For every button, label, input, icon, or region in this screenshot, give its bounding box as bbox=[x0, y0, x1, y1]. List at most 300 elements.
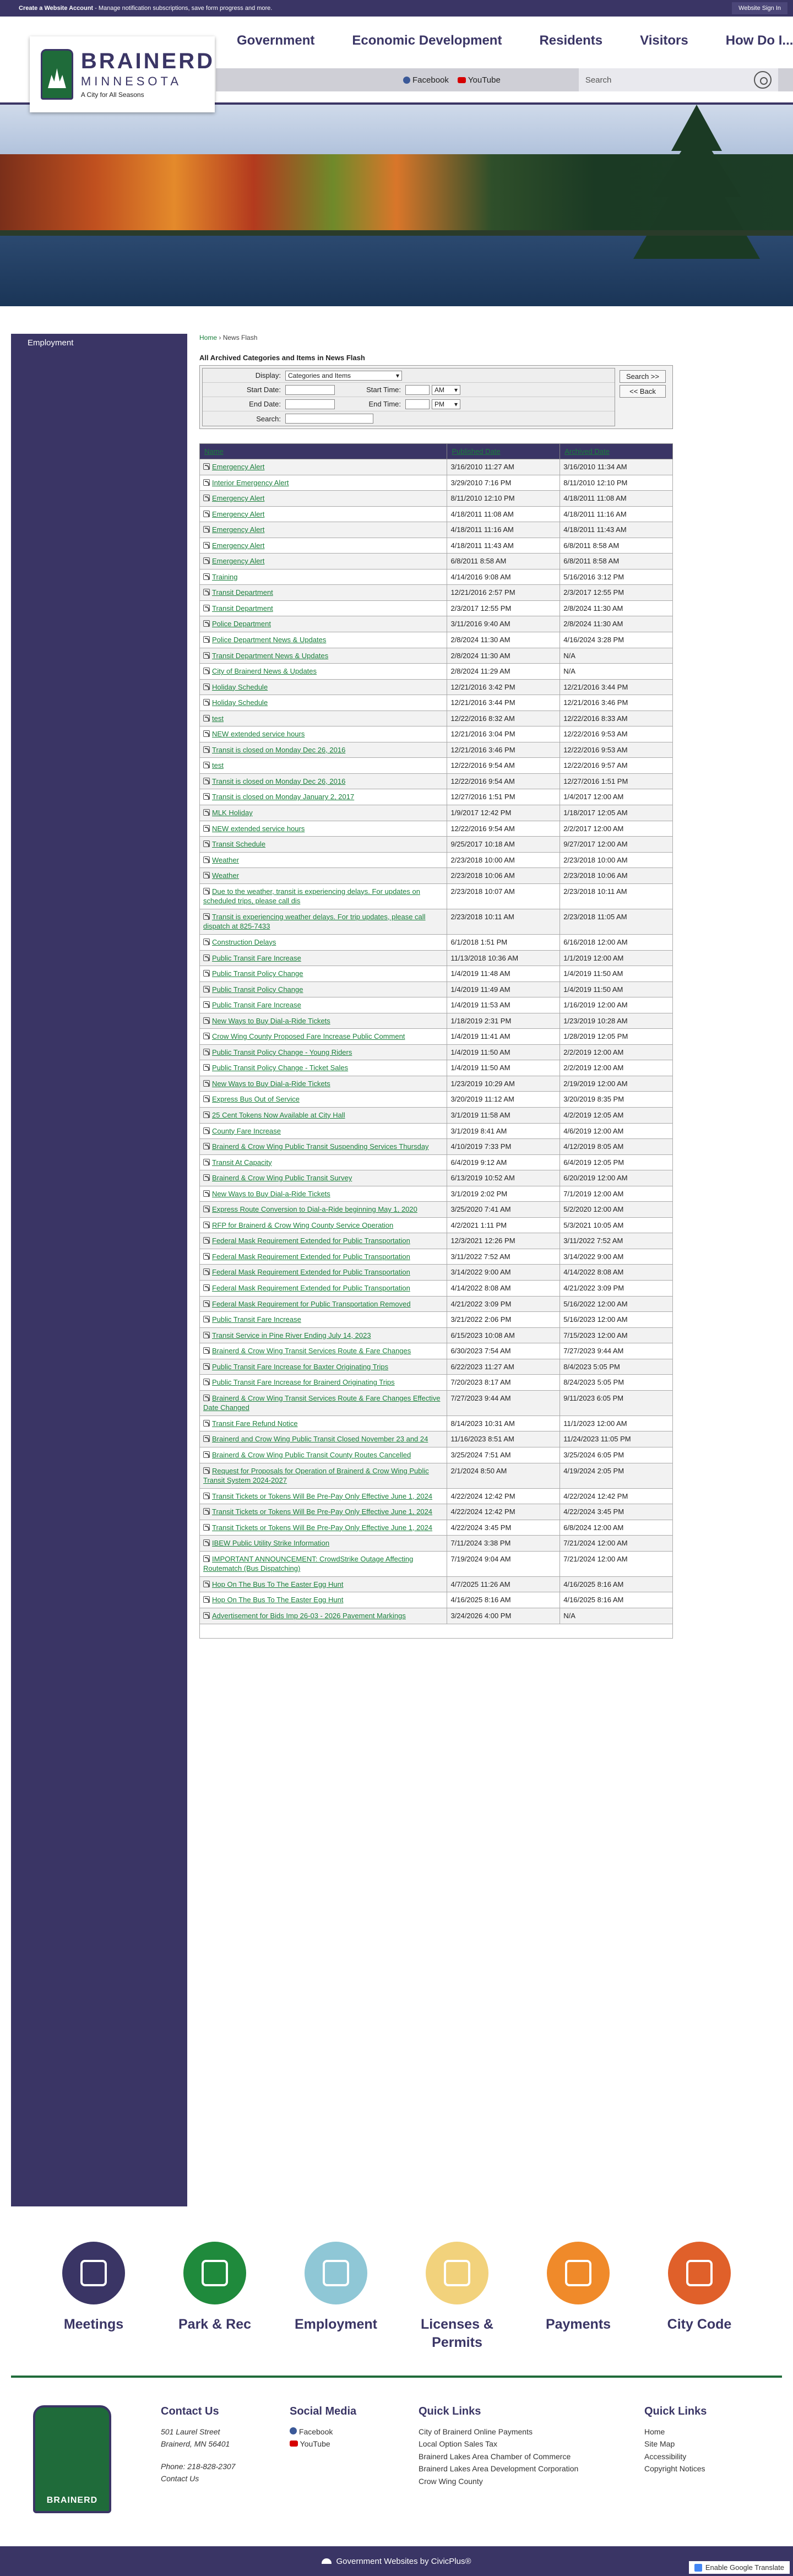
facebook-link[interactable]: Facebook bbox=[403, 75, 449, 85]
news-item-link[interactable]: Express Bus Out of Service bbox=[212, 1095, 300, 1104]
news-item-link[interactable]: Federal Mask Requirement for Public Transportation Removed bbox=[212, 1299, 411, 1308]
nav-government[interactable]: Government bbox=[237, 33, 315, 48]
news-item-link[interactable]: MLK Holiday bbox=[212, 809, 253, 817]
news-item-link[interactable]: Transit is experiencing weather delays. For trip updates, please call dispatch at 825-7433 bbox=[203, 912, 426, 931]
archived-date-cell: 4/22/2024 12:42 PM bbox=[560, 1488, 673, 1504]
published-date-cell: 7/27/2023 9:44 AM bbox=[447, 1390, 560, 1416]
news-item-link[interactable]: Hop On The Bus To The Easter Egg Hunt bbox=[212, 1596, 344, 1604]
table-row bbox=[200, 1013, 673, 1029]
news-item-link[interactable]: Construction Delays bbox=[212, 937, 276, 946]
news-item-link[interactable]: Training bbox=[212, 572, 238, 581]
table-row bbox=[200, 1343, 673, 1359]
table-row bbox=[200, 981, 673, 997]
news-item-link[interactable]: test bbox=[212, 714, 224, 723]
news-item-link[interactable]: Transit Department bbox=[212, 588, 273, 597]
archived-date-cell: 6/8/2011 8:58 AM bbox=[560, 554, 673, 570]
row-title-cell bbox=[200, 1280, 447, 1296]
archived-date-cell: 2/3/2017 12:55 PM bbox=[560, 585, 673, 601]
news-item-link[interactable]: Federal Mask Requirement Extended for Public Transportation bbox=[212, 1252, 410, 1261]
rss-icon bbox=[203, 715, 210, 722]
rss-icon bbox=[203, 872, 210, 878]
top-bar bbox=[0, 0, 793, 17]
archived-date-cell: 3/11/2022 7:52 AM bbox=[560, 1233, 673, 1249]
news-item-link[interactable]: Transit Tickets or Tokens Will Be Pre-Pay Only Effective June 1, 2024 bbox=[212, 1523, 433, 1532]
news-item-link[interactable]: Emergency Alert bbox=[212, 525, 265, 534]
rss-icon bbox=[203, 479, 210, 486]
archived-date-cell: 6/20/2019 12:00 AM bbox=[560, 1170, 673, 1186]
published-date-cell: 7/19/2024 9:04 AM bbox=[447, 1551, 560, 1576]
news-item-link[interactable]: Transit Department News & Updates bbox=[212, 651, 329, 660]
news-item-link[interactable]: Hop On The Bus To The Easter Egg Hunt bbox=[212, 1580, 344, 1588]
archived-date-cell: 12/22/2016 8:33 AM bbox=[560, 711, 673, 726]
column-header-published[interactable]: Published Date bbox=[447, 444, 560, 459]
quick-link-park-rec[interactable]: Park & Rec bbox=[160, 2242, 270, 2351]
news-item-link[interactable]: Crow Wing County Proposed Fare Increase Public Comment bbox=[212, 1032, 405, 1041]
archived-date-cell: 4/14/2022 8:08 AM bbox=[560, 1265, 673, 1281]
nav-how-do-i[interactable]: How Do I... bbox=[725, 33, 793, 48]
published-date-cell: 8/14/2023 10:31 AM bbox=[447, 1416, 560, 1431]
rss-icon bbox=[203, 526, 210, 533]
rss-icon bbox=[203, 840, 210, 847]
archived-date-cell: 4/16/2025 8:16 AM bbox=[560, 1576, 673, 1592]
archived-date-cell: 2/19/2019 12:00 AM bbox=[560, 1076, 673, 1092]
youtube-link[interactable]: YouTube bbox=[458, 75, 501, 85]
news-item-link[interactable]: County Fare Increase bbox=[212, 1126, 281, 1135]
news-item-link[interactable]: Brainerd & Crow Wing Public Transit Suspending Services Thursday bbox=[212, 1142, 429, 1151]
quick-link-city-code[interactable]: City Code bbox=[644, 2242, 754, 2351]
start-time-input[interactable] bbox=[405, 385, 430, 395]
news-item-link[interactable]: Police Department bbox=[212, 620, 271, 628]
rss-icon bbox=[203, 605, 210, 611]
row-title-cell bbox=[200, 726, 447, 742]
news-item-link[interactable]: City of Brainerd News & Updates bbox=[212, 667, 317, 676]
nav-economic-development[interactable]: Economic Development bbox=[352, 33, 502, 48]
licenses-permits-icon bbox=[426, 2242, 488, 2304]
published-date-cell: 3/24/2026 4:00 PM bbox=[447, 1608, 560, 1624]
news-item-link[interactable]: Emergency Alert bbox=[212, 541, 265, 550]
rss-icon bbox=[203, 809, 210, 816]
sign-in-button[interactable]: Website Sign In bbox=[732, 2, 787, 14]
archived-date-cell: 4/22/2024 3:45 PM bbox=[560, 1504, 673, 1520]
table-row bbox=[200, 789, 673, 805]
published-date-cell: 3/21/2022 2:06 PM bbox=[447, 1312, 560, 1328]
archived-date-cell: 4/18/2011 11:43 AM bbox=[560, 522, 673, 538]
archived-date-cell: 1/16/2019 12:00 AM bbox=[560, 997, 673, 1013]
table-row bbox=[200, 837, 673, 853]
row-title-cell bbox=[200, 1416, 447, 1431]
news-item-link[interactable]: NEW extended service hours bbox=[212, 824, 305, 833]
row-title-cell bbox=[200, 1092, 447, 1108]
news-item-link[interactable]: Holiday Schedule bbox=[212, 682, 268, 691]
news-item-link[interactable]: Federal Mask Requirement Extended for Public Transportation bbox=[212, 1268, 410, 1277]
news-item-link[interactable]: Public Transit Policy Change bbox=[212, 985, 303, 994]
rss-icon bbox=[203, 1268, 210, 1275]
news-item-link[interactable]: Transit Schedule bbox=[212, 840, 266, 849]
table-row bbox=[200, 600, 673, 616]
table-row bbox=[200, 632, 673, 648]
table-row bbox=[200, 966, 673, 982]
table-row bbox=[200, 1217, 673, 1233]
published-date-cell: 6/8/2011 8:58 AM bbox=[447, 554, 560, 570]
news-item-link[interactable]: Transit is closed on Monday Dec 26, 2016 bbox=[212, 745, 346, 754]
news-item-link[interactable]: RFP for Brainerd & Crow Wing County Service Operation bbox=[212, 1221, 394, 1229]
news-item-link[interactable]: Brainerd & Crow Wing Transit Services Route & Fare Changes bbox=[212, 1347, 411, 1355]
news-item-link[interactable]: IBEW Public Utility Strike Information bbox=[212, 1539, 330, 1548]
news-item-link[interactable]: New Ways to Buy Dial-a-Ride Tickets bbox=[212, 1079, 330, 1088]
footer-link[interactable]: Brainerd Lakes Area Chamber of Commerce bbox=[419, 2452, 571, 2461]
row-title-cell bbox=[200, 742, 447, 758]
row-title-cell bbox=[200, 868, 447, 884]
rss-icon bbox=[203, 1111, 210, 1118]
site-header bbox=[0, 17, 793, 105]
published-date-cell: 2/1/2024 8:50 AM bbox=[447, 1463, 560, 1488]
row-title-cell bbox=[200, 538, 447, 554]
row-title-cell bbox=[200, 1359, 447, 1375]
news-item-link[interactable]: Express Route Conversion to Dial-a-Ride beginning May 1, 2020 bbox=[212, 1205, 417, 1214]
quick-link-payments[interactable]: Payments bbox=[523, 2242, 633, 2351]
archived-date-cell: 8/11/2010 12:10 PM bbox=[560, 475, 673, 491]
civicplus-link[interactable]: Government Websites by CivicPlus® bbox=[336, 2556, 471, 2566]
archived-date-cell: 12/22/2016 9:57 AM bbox=[560, 758, 673, 774]
row-title-cell bbox=[200, 459, 447, 475]
news-item-link[interactable]: Public Transit Fare Increase bbox=[212, 1315, 301, 1324]
news-item-link[interactable]: Public Transit Fare Increase bbox=[212, 953, 301, 962]
table-row bbox=[200, 475, 673, 491]
start-date-label: Start Date: bbox=[246, 386, 281, 394]
footer-link[interactable]: Crow Wing County bbox=[419, 2476, 483, 2486]
archived-date-cell: 5/2/2020 12:00 AM bbox=[560, 1202, 673, 1218]
published-date-cell: 12/21/2016 3:04 PM bbox=[447, 726, 560, 742]
table-row bbox=[200, 664, 673, 680]
published-date-cell: 11/16/2023 8:51 AM bbox=[447, 1431, 560, 1447]
published-date-cell: 4/18/2011 11:08 AM bbox=[447, 506, 560, 522]
table-row bbox=[200, 585, 673, 601]
archived-date-cell: 9/11/2023 6:05 PM bbox=[560, 1390, 673, 1416]
footer-link[interactable]: Site Map bbox=[644, 2439, 675, 2449]
archived-date-cell: 5/16/2016 3:12 PM bbox=[560, 569, 673, 585]
end-time-input[interactable] bbox=[405, 399, 430, 409]
archived-date-cell: 3/16/2010 11:34 AM bbox=[560, 459, 673, 475]
table-row bbox=[200, 538, 673, 554]
payments-icon bbox=[547, 2242, 610, 2304]
rss-icon bbox=[203, 668, 210, 674]
start-ampm-select[interactable]: AM ▾ bbox=[432, 385, 460, 395]
create-account-message[interactable]: Create a Website Account - Manage notification subscriptions, save form progress and more. bbox=[19, 5, 273, 12]
rss-icon bbox=[203, 888, 210, 894]
row-title-cell bbox=[200, 1312, 447, 1328]
row-title-cell bbox=[200, 664, 447, 680]
table-row bbox=[200, 1029, 673, 1045]
rss-icon bbox=[203, 1284, 210, 1291]
search-button[interactable]: Search >> bbox=[620, 370, 666, 383]
row-title-cell bbox=[200, 821, 447, 837]
row-title-cell bbox=[200, 1233, 447, 1249]
news-item-link[interactable]: Emergency Alert bbox=[212, 494, 265, 503]
row-title-cell bbox=[200, 600, 447, 616]
footer-link[interactable]: City of Brainerd Online Payments bbox=[419, 2427, 533, 2436]
archived-date-cell: 1/23/2019 10:28 AM bbox=[560, 1013, 673, 1029]
archived-date-cell: 1/4/2019 11:50 AM bbox=[560, 966, 673, 982]
row-title-cell bbox=[200, 1170, 447, 1186]
news-item-link[interactable]: Weather bbox=[212, 871, 239, 880]
table-row bbox=[200, 1536, 673, 1552]
park-rec-icon bbox=[183, 2242, 246, 2304]
nav-residents[interactable]: Residents bbox=[539, 33, 603, 48]
archived-date-cell: 6/16/2018 12:00 AM bbox=[560, 934, 673, 950]
contact-us-link[interactable]: Contact Us bbox=[161, 2474, 199, 2483]
table-row bbox=[200, 1280, 673, 1296]
start-date-input[interactable] bbox=[285, 385, 335, 395]
nav-visitors[interactable]: Visitors bbox=[640, 33, 688, 48]
news-item-link[interactable]: Transit At Capacity bbox=[212, 1158, 272, 1167]
rss-icon bbox=[203, 1596, 210, 1603]
news-item-link[interactable]: Transit Tickets or Tokens Will Be Pre-Pay Only Effective June 1, 2024 bbox=[212, 1507, 433, 1516]
end-ampm-select[interactable]: PM ▾ bbox=[432, 399, 460, 409]
row-title-cell bbox=[200, 1060, 447, 1076]
news-item-link[interactable]: Public Transit Policy Change bbox=[212, 969, 303, 978]
search-input[interactable]: Search bbox=[579, 68, 778, 91]
news-item-link[interactable]: Emergency Alert bbox=[212, 463, 265, 471]
table-row bbox=[200, 1576, 673, 1592]
published-date-cell: 1/23/2019 10:29 AM bbox=[447, 1076, 560, 1092]
rss-icon bbox=[203, 573, 210, 580]
footer-logo[interactable] bbox=[33, 2405, 111, 2513]
published-date-cell: 3/14/2022 9:00 AM bbox=[447, 1265, 560, 1281]
row-title-cell bbox=[200, 1139, 447, 1155]
news-item-link[interactable]: Federal Mask Requirement Extended for Public Transportation bbox=[212, 1237, 410, 1245]
published-date-cell: 12/22/2016 9:54 AM bbox=[447, 773, 560, 789]
search-icon[interactable] bbox=[754, 71, 772, 89]
rss-icon bbox=[203, 1467, 210, 1474]
row-title-cell bbox=[200, 1447, 447, 1463]
footer-link[interactable]: Brainerd Lakes Area Development Corporation bbox=[419, 2464, 579, 2474]
rss-icon bbox=[203, 1316, 210, 1322]
brainerd-badge-icon bbox=[41, 49, 73, 100]
news-item-link[interactable]: Public Transit Fare Increase for Baxter Originating Trips bbox=[212, 1362, 389, 1371]
news-item-link[interactable]: Public Transit Policy Change - Ticket Sales bbox=[212, 1064, 349, 1072]
table-row bbox=[200, 616, 673, 632]
site-footer bbox=[0, 2378, 793, 2546]
archived-date-cell: 11/24/2023 11:05 PM bbox=[560, 1431, 673, 1447]
archived-date-cell: 8/24/2023 5:05 PM bbox=[560, 1375, 673, 1391]
archived-date-cell: 2/8/2024 11:30 AM bbox=[560, 600, 673, 616]
row-title-cell bbox=[200, 679, 447, 695]
news-item-link[interactable]: Police Department News & Updates bbox=[212, 636, 327, 644]
rss-icon bbox=[203, 913, 210, 920]
archived-date-cell: 1/28/2019 12:05 PM bbox=[560, 1029, 673, 1045]
news-item-link[interactable]: New Ways to Buy Dial-a-Ride Tickets bbox=[212, 1016, 330, 1025]
news-item-link[interactable]: Transit is closed on Monday January 2, 2017 bbox=[212, 793, 355, 801]
rss-icon bbox=[203, 825, 210, 832]
archived-date-cell: 4/19/2024 2:05 PM bbox=[560, 1463, 673, 1488]
footer-link[interactable]: Home bbox=[644, 2427, 665, 2436]
rss-icon bbox=[203, 1555, 210, 1562]
row-title-cell bbox=[200, 1249, 447, 1265]
published-date-cell: 4/22/2024 12:42 PM bbox=[447, 1488, 560, 1504]
news-item-link[interactable]: Advertisement for Bids Imp 26-03 - 2026 Pavement Markings bbox=[212, 1612, 406, 1620]
published-date-cell: 1/4/2019 11:48 AM bbox=[447, 966, 560, 982]
table-row bbox=[200, 1447, 673, 1463]
table-row bbox=[200, 1186, 673, 1202]
quick-link-meetings[interactable]: Meetings bbox=[39, 2242, 149, 2351]
news-item-link[interactable]: Interior Emergency Alert bbox=[212, 478, 289, 487]
footer-facebook-link[interactable]: Facebook bbox=[290, 2426, 419, 2438]
news-item-link[interactable]: test bbox=[212, 761, 224, 770]
published-date-cell: 12/21/2016 3:44 PM bbox=[447, 695, 560, 711]
rss-icon bbox=[203, 1539, 210, 1546]
news-item-link[interactable]: Public Transit Fare Increase bbox=[212, 1001, 301, 1010]
row-title-cell bbox=[200, 934, 447, 950]
site-logo[interactable] bbox=[30, 36, 215, 112]
row-title-cell bbox=[200, 1123, 447, 1139]
row-title-cell bbox=[200, 585, 447, 601]
row-title-cell bbox=[200, 1488, 447, 1504]
table-row bbox=[200, 1060, 673, 1076]
rss-icon bbox=[203, 1080, 210, 1087]
news-item-link[interactable]: Public Transit Fare Increase for Brainerd Originating Trips bbox=[212, 1378, 395, 1387]
column-header-name[interactable]: Name bbox=[200, 444, 447, 459]
row-title-cell bbox=[200, 1608, 447, 1624]
archived-date-cell: 1/4/2017 12:00 AM bbox=[560, 789, 673, 805]
row-title-cell bbox=[200, 837, 447, 853]
published-date-cell: 6/4/2019 9:12 AM bbox=[447, 1154, 560, 1170]
news-item-link[interactable]: Emergency Alert bbox=[212, 557, 265, 566]
published-date-cell: 4/7/2025 11:26 AM bbox=[447, 1576, 560, 1592]
rss-icon bbox=[203, 746, 210, 753]
row-title-cell bbox=[200, 1186, 447, 1202]
news-item-link[interactable]: Brainerd and Crow Wing Public Transit Closed November 23 and 24 bbox=[212, 1435, 428, 1444]
end-date-input[interactable] bbox=[285, 399, 335, 409]
rss-icon bbox=[203, 762, 210, 768]
footer-youtube-link[interactable]: YouTube bbox=[290, 2438, 419, 2450]
footer-link[interactable]: Local Option Sales Tax bbox=[419, 2439, 497, 2449]
news-item-link[interactable]: Transit Tickets or Tokens Will Be Pre-Pay Only Effective June 1, 2024 bbox=[212, 1492, 433, 1500]
rss-icon bbox=[203, 1206, 210, 1212]
news-item-link[interactable]: Weather bbox=[212, 855, 239, 864]
row-title-cell bbox=[200, 950, 447, 966]
row-title-cell bbox=[200, 852, 447, 868]
rss-icon bbox=[203, 1237, 210, 1244]
news-item-link[interactable]: Emergency Alert bbox=[212, 509, 265, 518]
published-date-cell: 4/18/2011 11:16 AM bbox=[447, 522, 560, 538]
news-item-link[interactable]: Transit Fare Refund Notice bbox=[212, 1419, 298, 1428]
news-item-link[interactable]: Transit Service in Pine River Ending July 14, 2023 bbox=[212, 1331, 371, 1339]
table-row bbox=[200, 868, 673, 884]
news-item-link[interactable]: Brainerd & Crow Wing Transit Services Route & Fare Changes Effective Date Changed bbox=[203, 1393, 441, 1412]
table-row bbox=[200, 1327, 673, 1343]
row-title-cell bbox=[200, 1551, 447, 1576]
archived-date-cell: 4/18/2011 11:16 AM bbox=[560, 506, 673, 522]
archived-date-cell: 2/2/2019 12:00 AM bbox=[560, 1044, 673, 1060]
display-select[interactable]: Categories and Items ▾ bbox=[285, 371, 402, 381]
news-item-link[interactable]: Public Transit Policy Change - Young Riders bbox=[212, 1048, 352, 1056]
footer-quick-links-2: Quick Links Home Site Map Accessibility Copyright Notices bbox=[644, 2405, 754, 2513]
table-row bbox=[200, 1431, 673, 1447]
table-row bbox=[200, 1044, 673, 1060]
news-item-link[interactable]: Due to the weather, transit is experiencing delays. For updates on scheduled trips, please call dis bbox=[203, 887, 420, 905]
footer-link[interactable]: Accessibility bbox=[644, 2452, 687, 2461]
news-item-link[interactable]: Brainerd & Crow Wing Public Transit Survey bbox=[212, 1174, 352, 1183]
quick-link-licenses-permits[interactable]: Licenses & Permits bbox=[402, 2242, 512, 2351]
published-date-cell: 12/21/2016 3:46 PM bbox=[447, 742, 560, 758]
sidebar bbox=[11, 334, 187, 2206]
table-row bbox=[200, 1359, 673, 1375]
quick-links-icons bbox=[0, 2220, 793, 2368]
table-row bbox=[200, 506, 673, 522]
rss-icon bbox=[203, 1222, 210, 1228]
rss-icon bbox=[203, 793, 210, 800]
archived-date-cell: 4/21/2022 3:09 PM bbox=[560, 1280, 673, 1296]
rss-icon bbox=[203, 684, 210, 690]
published-date-cell: 2/8/2024 11:30 AM bbox=[447, 648, 560, 664]
row-title-cell bbox=[200, 1431, 447, 1447]
chevron-down-icon: ▾ bbox=[395, 371, 399, 379]
footer-social: Social Media Facebook YouTube bbox=[290, 2405, 419, 2513]
row-title-cell bbox=[200, 1504, 447, 1520]
published-date-cell: 3/11/2022 7:52 AM bbox=[447, 1249, 560, 1265]
quick-link-employment[interactable]: Employment bbox=[281, 2242, 391, 2351]
news-item-link[interactable]: Request for Proposals for Operation of Brainerd & Crow Wing Public Transit System 2024-2027 bbox=[203, 1466, 429, 1485]
news-item-link[interactable]: Holiday Schedule bbox=[212, 698, 268, 707]
archived-date-cell: 11/1/2023 12:00 AM bbox=[560, 1416, 673, 1431]
archive-search-input[interactable] bbox=[285, 414, 373, 424]
rss-icon bbox=[203, 986, 210, 993]
published-date-cell: 6/22/2023 11:27 AM bbox=[447, 1359, 560, 1375]
published-date-cell: 4/14/2022 8:08 AM bbox=[447, 1280, 560, 1296]
meetings-icon bbox=[62, 2242, 125, 2304]
breadcrumb-home[interactable]: Home bbox=[199, 334, 218, 341]
table-row bbox=[200, 773, 673, 789]
rss-icon bbox=[203, 1033, 210, 1039]
table-row bbox=[200, 805, 673, 821]
row-title-cell bbox=[200, 1265, 447, 1281]
table-row bbox=[200, 1107, 673, 1123]
archived-date-cell: 2/23/2018 11:05 AM bbox=[560, 909, 673, 934]
row-title-cell bbox=[200, 789, 447, 805]
news-item-link[interactable]: Federal Mask Requirement Extended for Public Transportation bbox=[212, 1283, 410, 1292]
sidebar-item-employment[interactable]: Employment bbox=[28, 338, 74, 348]
archived-date-cell: 4/12/2019 8:05 AM bbox=[560, 1139, 673, 1155]
news-item-link[interactable]: Transit is closed on Monday Dec 26, 2016 bbox=[212, 777, 346, 785]
google-translate-button[interactable]: Enable Google Translate bbox=[689, 2561, 790, 2574]
row-title-cell bbox=[200, 1463, 447, 1488]
row-title-cell bbox=[200, 569, 447, 585]
news-item-link[interactable]: New Ways to Buy Dial-a-Ride Tickets bbox=[212, 1189, 330, 1198]
table-row bbox=[200, 569, 673, 585]
table-row bbox=[200, 1592, 673, 1608]
back-button[interactable]: << Back bbox=[620, 385, 666, 398]
footer-link[interactable]: Copyright Notices bbox=[644, 2464, 705, 2474]
published-date-cell: 3/25/2020 7:41 AM bbox=[447, 1202, 560, 1218]
row-title-cell bbox=[200, 1217, 447, 1233]
rss-icon bbox=[203, 495, 210, 501]
footer-contact: Contact Us 501 Laurel Street Brainerd, MN 56401 Phone: 218-828-2307 Contact Us bbox=[161, 2405, 290, 2513]
news-item-link[interactable]: 25 Cent Tokens Now Available at City Hall bbox=[212, 1110, 345, 1119]
archived-date-cell: 3/20/2019 8:35 PM bbox=[560, 1092, 673, 1108]
display-label: Display: bbox=[255, 371, 281, 379]
row-title-cell bbox=[200, 711, 447, 726]
published-date-cell: 4/14/2016 9:08 AM bbox=[447, 569, 560, 585]
news-item-link[interactable]: Transit Department bbox=[212, 604, 273, 612]
rss-icon bbox=[203, 699, 210, 706]
news-item-link[interactable]: Brainerd & Crow Wing Public Transit County Routes Cancelled bbox=[212, 1451, 411, 1459]
news-item-link[interactable]: NEW extended service hours bbox=[212, 730, 305, 739]
table-row bbox=[200, 950, 673, 966]
news-item-link[interactable]: IMPORTANT ANNOUNCEMENT: CrowdStrike Outage Affecting Routematch (Bus Dispatching) bbox=[203, 1554, 414, 1573]
row-title-cell bbox=[200, 773, 447, 789]
row-title-cell bbox=[200, 1154, 447, 1170]
column-header-archived[interactable]: Archived Date bbox=[560, 444, 673, 459]
